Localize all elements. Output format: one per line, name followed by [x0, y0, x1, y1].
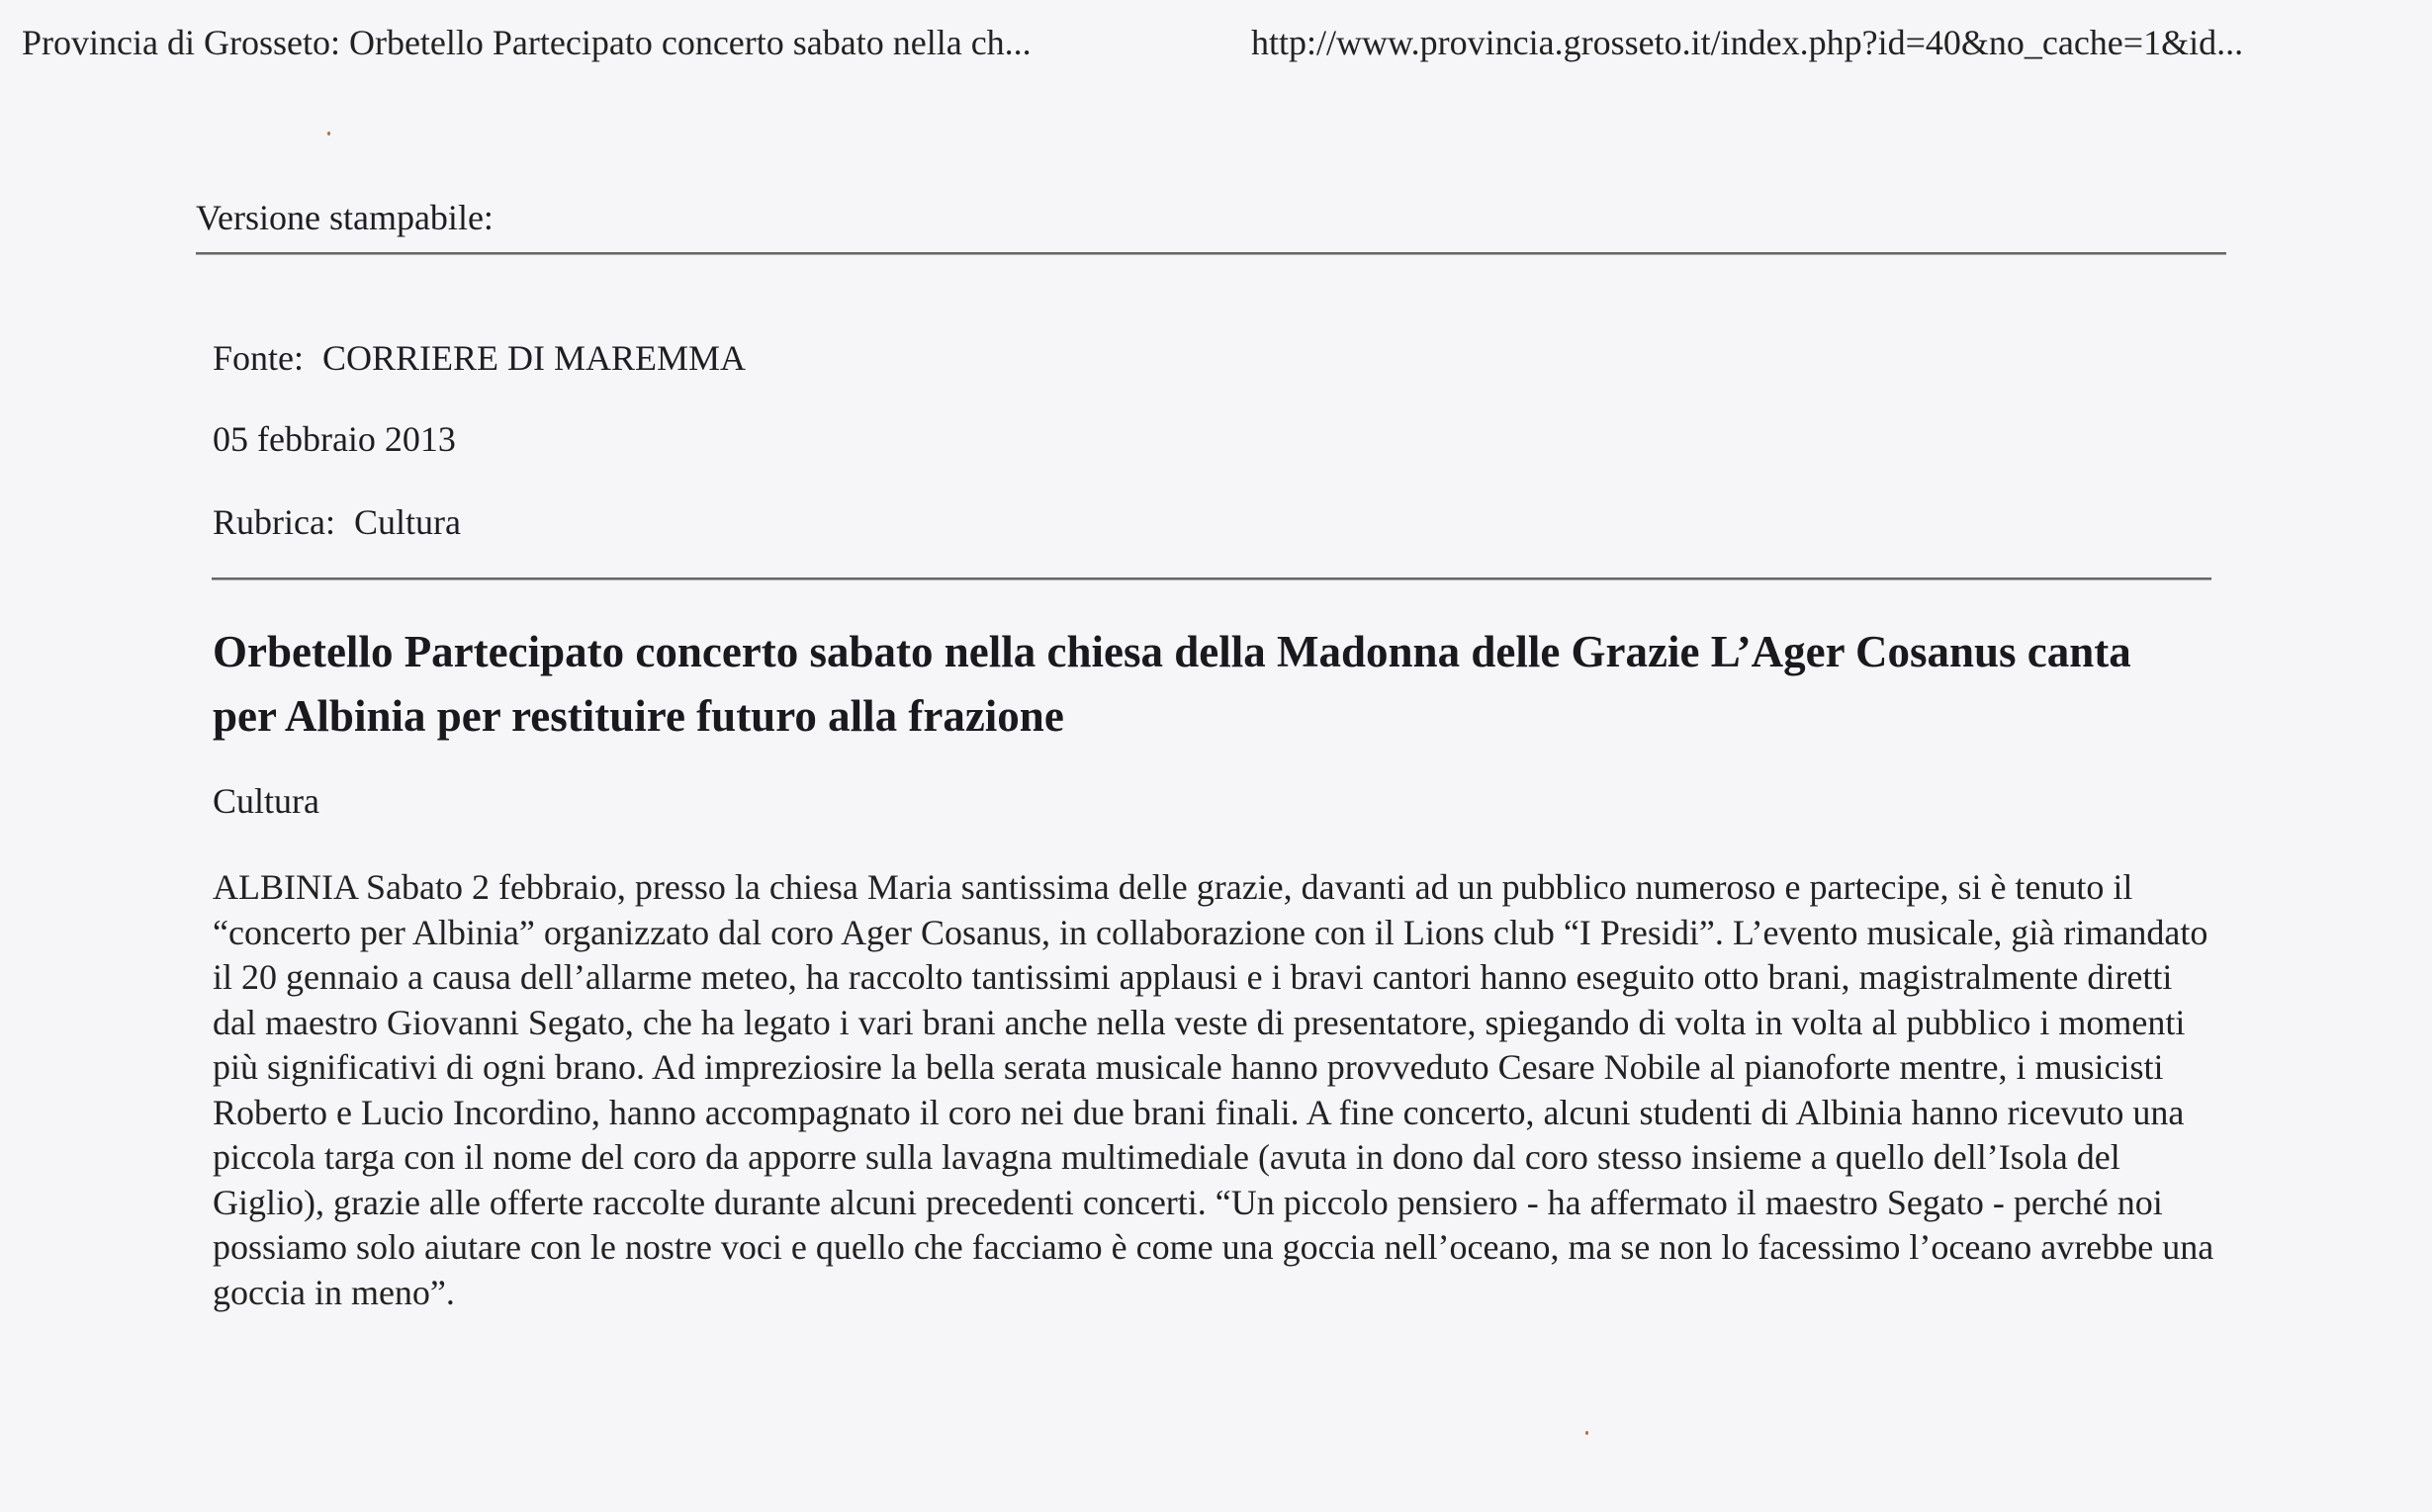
- source-value: CORRIERE DI MAREMMA: [322, 338, 747, 378]
- paper-speck: [1585, 1431, 1588, 1435]
- page-title: Provincia di Grosseto: Orbetello Partecipato concerto sabato nella ch...: [22, 23, 1032, 62]
- divider-top: [196, 252, 2226, 255]
- article-body: ALBINIA Sabato 2 febbraio, presso la chiesa Maria santissima delle grazie, davanti ad un pubblico numeroso e partecipe, si è tenuto il “concerto per Albinia” organizzato dal coro Ager Cosanus, in collaborazione con il Lions club “I Presidi”. L’evento musicale, già rimandato il 20 gennaio a causa dell’allarme meteo, ha raccolto tantissimi applausi e i bravi cantori hanno eseguito otto brani, magistralmente diretti dal maestro Giovanni Segato, che ha legato i vari brani anche nella veste di presentatore, spiegando di volta in volta al pubblico i momenti più significativi di ogni brano. Ad impreziosire la bella serata musicale hanno provveduto Cesare Nobile al pianoforte mentre, i musicisti Roberto e Lucio Incordino, hanno accompagnato il coro nei due brani finali. A fine concerto, alcuni studenti di Albinia hanno ricevuto una piccola targa con il nome del coro da apporre sulla lavagna multimediale (avuta in dono dal coro stesso insieme a quello dell’Isola del Giglio), grazie alle offerte raccolte durante alcuni precedenti concerti. “Un piccolo pensiero - ha affermato il maestro Segato - perché noi possiamo solo aiutare con le nostre voci e quello che facciamo è come una goccia nell’oceano, ma se non lo facessimo l’oceano avrebbe una goccia in meno”.: [213, 867, 2214, 1312]
- paper-speck: [327, 132, 330, 135]
- divider-middle: [212, 578, 2211, 580]
- print-version-label: Versione stampabile:: [196, 198, 494, 237]
- rubric-value: Cultura: [353, 502, 461, 542]
- print-header: [22, 18, 2410, 67]
- rubric-label: Rubrica:: [213, 502, 335, 542]
- page-url: http://www.provincia.grosseto.it/index.php?id=40&no_cache=1&id...: [1251, 23, 2244, 62]
- rubric-line: [213, 498, 461, 546]
- source-label: Fonte:: [213, 338, 305, 378]
- source-line: [213, 334, 746, 382]
- article-headline: Orbetello Partecipato concerto sabato nella chiesa della Madonna delle Grazie L’Ager Cosanus canta per Albinia per restituire futuro alla frazione: [213, 627, 2131, 741]
- article-section: Cultura: [213, 781, 319, 821]
- publication-date: 05 febbraio 2013: [213, 419, 456, 459]
